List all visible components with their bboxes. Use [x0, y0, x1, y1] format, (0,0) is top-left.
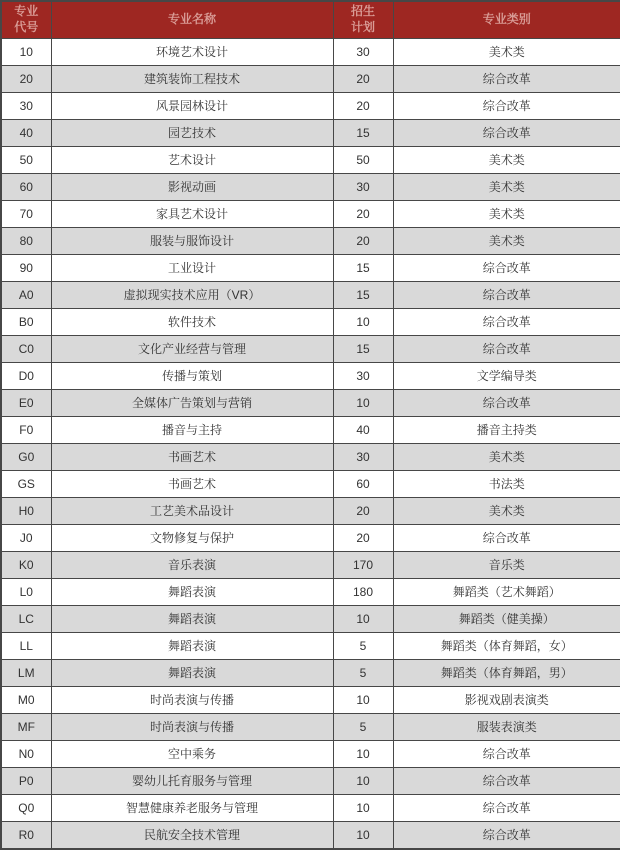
cell-enrollment-plan: 180	[333, 579, 393, 606]
cell-major-name: 工艺美术品设计	[51, 498, 333, 525]
table-row	[1, 525, 620, 552]
cell-enrollment-plan: 10	[333, 309, 393, 336]
cell-major-name: 时尚表演与传播	[51, 714, 333, 741]
cell-major-category: 综合改革	[393, 795, 620, 822]
cell-major-category: 综合改革	[393, 822, 620, 850]
cell-major-code: 90	[1, 255, 51, 282]
cell-major-name: 影视动画	[51, 174, 333, 201]
cell-major-code: D0	[1, 363, 51, 390]
cell-major-name: 舞蹈表演	[51, 660, 333, 687]
table-row	[1, 444, 620, 471]
cell-major-code: LL	[1, 633, 51, 660]
cell-major-name: 服装与服饰设计	[51, 228, 333, 255]
table-row	[1, 228, 620, 255]
cell-major-name: 风景园林设计	[51, 93, 333, 120]
cell-major-name: 舞蹈表演	[51, 579, 333, 606]
cell-enrollment-plan: 5	[333, 660, 393, 687]
cell-enrollment-plan: 10	[333, 687, 393, 714]
cell-enrollment-plan: 30	[333, 444, 393, 471]
cell-major-category: 综合改革	[393, 309, 620, 336]
cell-major-category: 舞蹈类（健美操）	[393, 606, 620, 633]
header-enrollment-plan-label: 招生计划	[351, 4, 376, 34]
cell-enrollment-plan: 15	[333, 282, 393, 309]
cell-major-name: 时尚表演与传播	[51, 687, 333, 714]
table-row	[1, 363, 620, 390]
cell-major-code: 50	[1, 147, 51, 174]
cell-enrollment-plan: 30	[333, 39, 393, 66]
cell-major-category: 舞蹈类（艺术舞蹈）	[393, 579, 620, 606]
cell-major-name: 书画艺术	[51, 471, 333, 498]
cell-major-code: K0	[1, 552, 51, 579]
cell-major-name: 空中乘务	[51, 741, 333, 768]
table-row	[1, 309, 620, 336]
cell-enrollment-plan: 40	[333, 417, 393, 444]
cell-enrollment-plan: 60	[333, 471, 393, 498]
cell-major-name: 建筑装饰工程技术	[51, 66, 333, 93]
cell-major-code: E0	[1, 390, 51, 417]
table-row	[1, 255, 620, 282]
table-row	[1, 552, 620, 579]
cell-major-code: 70	[1, 201, 51, 228]
table-body	[1, 39, 620, 850]
cell-major-code: LM	[1, 660, 51, 687]
table-row	[1, 39, 620, 66]
cell-major-code: M0	[1, 687, 51, 714]
cell-enrollment-plan: 10	[333, 768, 393, 795]
cell-major-name: 音乐表演	[51, 552, 333, 579]
cell-major-name: 软件技术	[51, 309, 333, 336]
cell-major-category: 综合改革	[393, 768, 620, 795]
cell-major-name: 艺术设计	[51, 147, 333, 174]
cell-enrollment-plan: 20	[333, 66, 393, 93]
table-row	[1, 687, 620, 714]
header-major-code	[1, 1, 51, 39]
cell-enrollment-plan: 20	[333, 228, 393, 255]
cell-major-code: N0	[1, 741, 51, 768]
cell-enrollment-plan: 10	[333, 822, 393, 850]
table-row	[1, 633, 620, 660]
table-row	[1, 282, 620, 309]
cell-major-category: 综合改革	[393, 282, 620, 309]
table-row	[1, 93, 620, 120]
cell-major-category: 综合改革	[393, 336, 620, 363]
header-enrollment-plan	[333, 1, 393, 39]
table-row	[1, 390, 620, 417]
cell-enrollment-plan: 20	[333, 201, 393, 228]
cell-enrollment-plan: 15	[333, 255, 393, 282]
table-row	[1, 471, 620, 498]
table-row	[1, 579, 620, 606]
cell-major-category: 美术类	[393, 147, 620, 174]
cell-major-category: 书法类	[393, 471, 620, 498]
cell-enrollment-plan: 10	[333, 795, 393, 822]
cell-major-name: 家具艺术设计	[51, 201, 333, 228]
cell-major-code: 20	[1, 66, 51, 93]
cell-major-category: 综合改革	[393, 120, 620, 147]
table-row	[1, 660, 620, 687]
cell-enrollment-plan: 10	[333, 390, 393, 417]
header-major-code-label: 专业代号	[14, 4, 39, 34]
cell-major-code: B0	[1, 309, 51, 336]
cell-major-name: 环境艺术设计	[51, 39, 333, 66]
cell-major-category: 美术类	[393, 174, 620, 201]
cell-major-code: H0	[1, 498, 51, 525]
cell-major-code: A0	[1, 282, 51, 309]
table-row	[1, 201, 620, 228]
cell-major-category: 美术类	[393, 498, 620, 525]
cell-major-code: J0	[1, 525, 51, 552]
cell-major-category: 综合改革	[393, 255, 620, 282]
cell-major-code: 60	[1, 174, 51, 201]
header-row	[1, 1, 620, 39]
cell-major-name: 播音与主持	[51, 417, 333, 444]
cell-enrollment-plan: 5	[333, 633, 393, 660]
table-row	[1, 147, 620, 174]
table-row	[1, 498, 620, 525]
cell-major-name: 文物修复与保护	[51, 525, 333, 552]
table-row	[1, 714, 620, 741]
table-row	[1, 606, 620, 633]
cell-major-code: R0	[1, 822, 51, 850]
cell-major-name: 舞蹈表演	[51, 606, 333, 633]
cell-major-name: 书画艺术	[51, 444, 333, 471]
cell-enrollment-plan: 30	[333, 174, 393, 201]
cell-major-category: 综合改革	[393, 525, 620, 552]
table-row	[1, 822, 620, 850]
cell-major-code: F0	[1, 417, 51, 444]
table-row	[1, 174, 620, 201]
cell-enrollment-plan: 20	[333, 525, 393, 552]
table-row	[1, 120, 620, 147]
cell-major-name: 民航安全技术管理	[51, 822, 333, 850]
cell-major-category: 美术类	[393, 228, 620, 255]
cell-major-category: 综合改革	[393, 66, 620, 93]
cell-major-category: 综合改革	[393, 741, 620, 768]
cell-major-name: 舞蹈表演	[51, 633, 333, 660]
table-row	[1, 795, 620, 822]
table-row	[1, 768, 620, 795]
cell-major-code: C0	[1, 336, 51, 363]
table-row	[1, 66, 620, 93]
cell-major-code: 40	[1, 120, 51, 147]
cell-enrollment-plan: 20	[333, 498, 393, 525]
cell-enrollment-plan: 30	[333, 363, 393, 390]
cell-major-code: MF	[1, 714, 51, 741]
header-major-name-label: 专业名称	[167, 12, 216, 27]
cell-major-code: GS	[1, 471, 51, 498]
cell-major-name: 传播与策划	[51, 363, 333, 390]
header-major-category	[393, 1, 620, 39]
table-row	[1, 336, 620, 363]
cell-major-code: P0	[1, 768, 51, 795]
cell-major-category: 影视戏剧表演类	[393, 687, 620, 714]
cell-major-name: 婴幼儿托育服务与管理	[51, 768, 333, 795]
cell-enrollment-plan: 15	[333, 336, 393, 363]
header-major-category-label: 专业类别	[482, 12, 531, 27]
cell-major-category: 舞蹈类（体育舞蹈，男）	[393, 660, 620, 687]
cell-enrollment-plan: 5	[333, 714, 393, 741]
cell-major-category: 播音主持类	[393, 417, 620, 444]
cell-major-category: 舞蹈类（体育舞蹈，女）	[393, 633, 620, 660]
table-row	[1, 741, 620, 768]
cell-major-category: 美术类	[393, 39, 620, 66]
cell-major-category: 服装表演类	[393, 714, 620, 741]
cell-enrollment-plan: 20	[333, 93, 393, 120]
cell-enrollment-plan: 15	[333, 120, 393, 147]
cell-major-code: LC	[1, 606, 51, 633]
cell-major-name: 工业设计	[51, 255, 333, 282]
cell-major-category: 音乐类	[393, 552, 620, 579]
cell-enrollment-plan: 50	[333, 147, 393, 174]
cell-major-category: 文学编导类	[393, 363, 620, 390]
cell-major-code: L0	[1, 579, 51, 606]
cell-major-name: 园艺技术	[51, 120, 333, 147]
cell-major-code: Q0	[1, 795, 51, 822]
cell-major-name: 智慧健康养老服务与管理	[51, 795, 333, 822]
cell-major-category: 综合改革	[393, 390, 620, 417]
table-row	[1, 417, 620, 444]
cell-major-name: 虚拟现实技术应用（VR）	[51, 282, 333, 309]
cell-enrollment-plan: 10	[333, 741, 393, 768]
cell-major-code: 30	[1, 93, 51, 120]
cell-enrollment-plan: 10	[333, 606, 393, 633]
cell-major-name: 全媒体广告策划与营销	[51, 390, 333, 417]
cell-enrollment-plan: 170	[333, 552, 393, 579]
cell-major-code: 80	[1, 228, 51, 255]
cell-major-category: 综合改革	[393, 93, 620, 120]
header-major-name	[51, 1, 333, 39]
cell-major-category: 美术类	[393, 444, 620, 471]
cell-major-name: 文化产业经营与管理	[51, 336, 333, 363]
cell-major-category: 美术类	[393, 201, 620, 228]
cell-major-code: 10	[1, 39, 51, 66]
cell-major-code: G0	[1, 444, 51, 471]
